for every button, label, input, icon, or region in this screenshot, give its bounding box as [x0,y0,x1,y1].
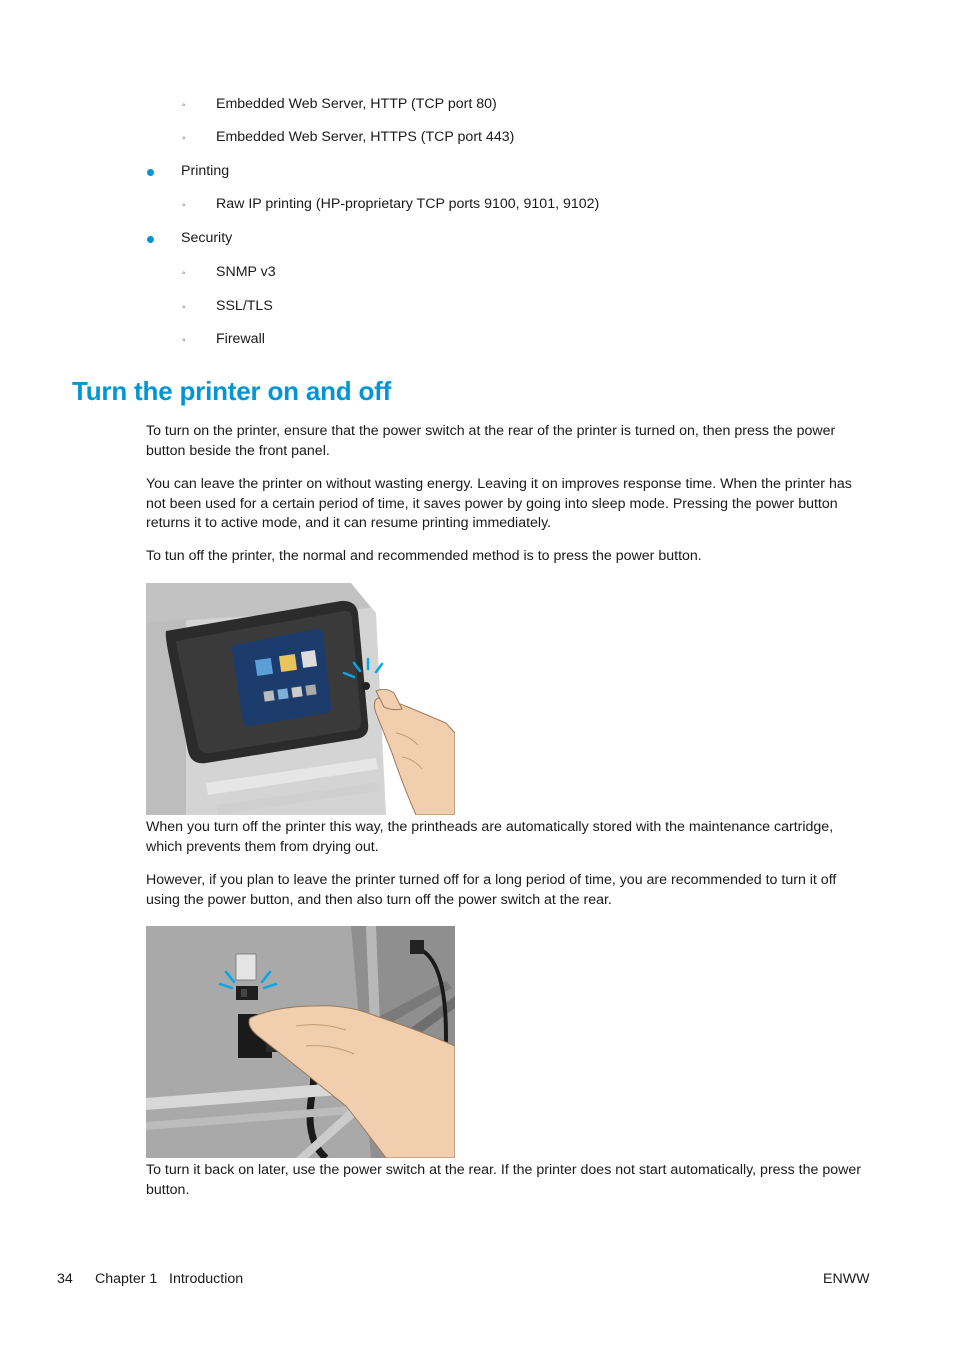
footer-locale: ENWW [823,1271,870,1287]
list-item: Security [181,230,233,246]
bullet-marker [147,236,154,243]
paragraph: To turn it back on later, use the power switch at the rear. If the printer does not start automatically, press the power button. [146,1162,861,1198]
front-panel-illustration [146,583,455,815]
list-item: Raw IP printing (HP-proprietary TCP ports 9100, 9101, 9102) [216,196,600,212]
paragraph: However, if you plan to leave the printer turned off for a long period of time, you are recommended to turn it off using the power button, and then also turn off the power switch at the rear. [146,872,837,908]
sub-bullet-marker: ◦ [182,100,186,111]
sub-bullet-marker: ◦ [182,302,186,313]
footer-chapter-title: Introduction [169,1271,244,1287]
section-title: Turn the printer on and off [72,376,392,406]
list-item: SNMP v3 [216,264,276,280]
sub-bullet-marker: ◦ [182,335,186,346]
list-item: Firewall [216,331,265,347]
page-number: 34 [57,1271,73,1287]
list-item: Embedded Web Server, HTTP (TCP port 80) [216,96,497,112]
list-item: SSL/TLS [216,298,273,314]
footer-chapter: Chapter 1 [95,1271,158,1287]
bullet-marker [147,169,154,176]
sub-bullet-marker: ◦ [182,268,186,279]
sub-bullet-marker: ◦ [182,200,186,211]
paragraph: You can leave the printer on without wasting energy. Leaving it on improves response time. When the printer has not been used for a certain period of time, it saves power by going into sleep mode. Pressing the power button returns it to active mode, and it can resume printing immediately. [146,476,852,531]
paragraph: When you turn off the printer this way, the printheads are automatically stored with the maintenance cartridge, which prevents them from drying out. [146,819,834,855]
list-item: Embedded Web Server, HTTPS (TCP port 443) [216,129,515,145]
sub-bullet-marker: ◦ [182,133,186,144]
paragraph: To tun off the printer, the normal and recommended method is to press the power button. [146,548,702,564]
list-item: Printing [181,163,230,179]
rear-power-switch-illustration [146,926,455,1158]
paragraph: To turn on the printer, ensure that the power switch at the rear of the printer is turned on, then press the power button beside the front panel. [146,423,836,459]
